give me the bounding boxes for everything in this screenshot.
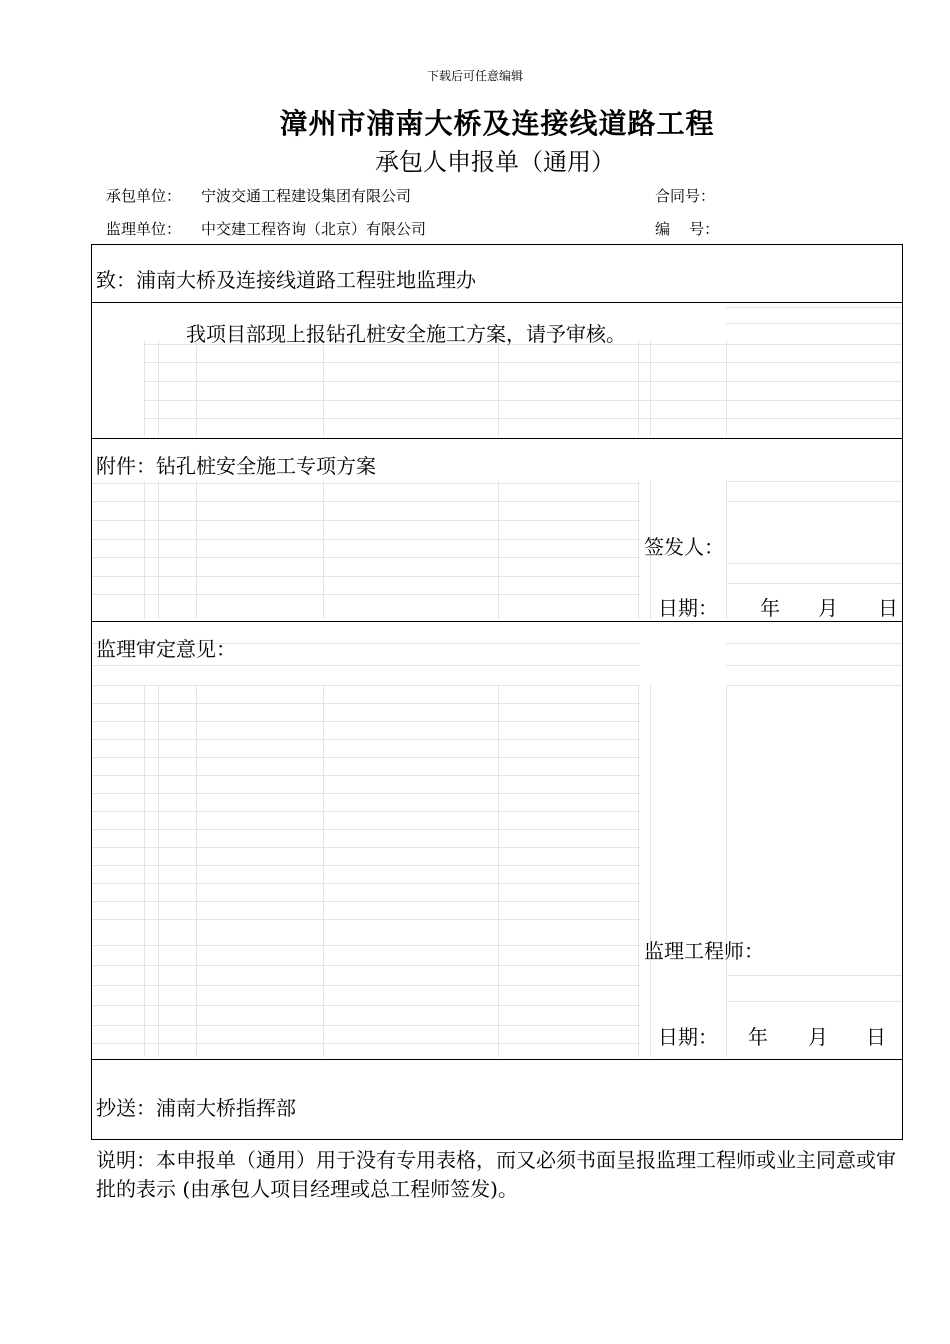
issuer-label: 签发人： xyxy=(644,535,724,559)
grid-vline xyxy=(158,341,159,436)
issuer-date-year: 年 xyxy=(760,596,780,620)
grid-hline xyxy=(726,307,902,308)
grid-vline xyxy=(323,685,324,1057)
divider-body xyxy=(92,438,902,439)
download-note: 下载后可任意编辑 xyxy=(426,69,523,83)
grid-hline xyxy=(726,481,902,482)
document-subtitle: 承包人申报单（通用） xyxy=(375,148,615,176)
grid-hline xyxy=(726,665,902,666)
grid-hline xyxy=(144,381,902,382)
grid-hline xyxy=(92,985,640,986)
grid-hline xyxy=(92,576,640,577)
grid-vline xyxy=(196,685,197,1057)
grid-hline xyxy=(92,1025,640,1026)
grid-hline xyxy=(92,739,640,740)
grid-hline xyxy=(726,323,902,324)
grid-hline xyxy=(726,563,902,564)
engineer-date-month: 月 xyxy=(808,1025,828,1049)
grid-hline xyxy=(92,594,640,595)
issuer-date-day: 日 xyxy=(878,596,898,620)
grid-hline xyxy=(92,829,640,830)
attachment-line: 附件：钻孔桩安全施工专项方案 xyxy=(96,454,376,478)
grid-hline xyxy=(92,483,640,484)
grid-hline xyxy=(92,1043,640,1044)
engineer-date-label: 日期： xyxy=(658,1025,718,1049)
grid-vline xyxy=(638,685,639,1057)
application-form xyxy=(91,244,903,1140)
grid-hline xyxy=(144,362,902,363)
to-line: 致：浦南大桥及连接线道路工程驻地监理办 xyxy=(96,268,476,292)
grid-hline xyxy=(92,757,640,758)
grid-hline xyxy=(92,721,640,722)
grid-vline xyxy=(498,685,499,1057)
grid-hline xyxy=(92,883,640,884)
document-title: 漳州市浦南大桥及连接线道路工程 xyxy=(279,107,715,140)
grid-hline xyxy=(144,400,902,401)
opinion-label: 监理审定意见： xyxy=(96,637,236,661)
grid-vline xyxy=(726,341,727,436)
grid-hline xyxy=(92,685,640,686)
contractor-label: 承包单位： xyxy=(106,187,182,205)
contractor-value: 宁波交通工程建设集团有限公司 xyxy=(201,187,412,205)
grid-hline xyxy=(92,901,640,902)
grid-hline xyxy=(92,665,640,666)
grid-vline xyxy=(498,341,499,436)
grid-hline xyxy=(92,919,640,920)
grid-hline xyxy=(92,557,640,558)
divider-opinion xyxy=(92,1059,902,1060)
grid-hline xyxy=(92,539,640,540)
grid-vline xyxy=(638,341,639,436)
engineer-label: 监理工程师： xyxy=(644,939,764,963)
grid-hline xyxy=(726,583,902,584)
contract-no-label: 合同号： xyxy=(655,187,716,205)
grid-hline xyxy=(92,703,640,704)
footnote: 说明：本申报单（通用）用于没有专用表格，而又必须书面呈报监理工程师或业主同意或审批的表示 (由承包人项目经理或总工程师签发)。 xyxy=(96,1148,896,1201)
issuer-date-month: 月 xyxy=(818,596,838,620)
divider-attachment xyxy=(92,621,902,622)
grid-hline xyxy=(144,418,902,419)
divider-to xyxy=(92,302,902,303)
grid-hline xyxy=(92,847,640,848)
grid-vline xyxy=(196,341,197,436)
grid-hline xyxy=(92,520,640,521)
grid-vline xyxy=(144,685,145,1057)
grid-vline xyxy=(650,685,651,1057)
supervisor-value: 中交建工程咨询（北京）有限公司 xyxy=(201,220,427,238)
grid-vline xyxy=(323,341,324,436)
engineer-date-year: 年 xyxy=(748,1025,768,1049)
grid-vline xyxy=(144,341,145,436)
cc-line: 抄送：浦南大桥指挥部 xyxy=(96,1096,296,1120)
grid-hline xyxy=(92,945,640,946)
grid-hline xyxy=(726,1001,902,1002)
grid-hline xyxy=(92,501,640,502)
grid-hline xyxy=(92,811,640,812)
grid-hline xyxy=(92,865,640,866)
grid-hline xyxy=(92,775,640,776)
engineer-date-day: 日 xyxy=(866,1025,886,1049)
grid-hline xyxy=(726,501,902,502)
issuer-date-label: 日期： xyxy=(658,596,718,620)
grid-hline xyxy=(726,685,902,686)
grid-hline xyxy=(92,793,640,794)
body-text: 我项目部现上报钻孔桩安全施工方案，请予审核。 xyxy=(186,322,626,346)
supervisor-label: 监理单位： xyxy=(106,220,182,238)
grid-vline xyxy=(158,685,159,1057)
grid-hline xyxy=(726,975,902,976)
grid-hline xyxy=(726,643,902,644)
serial-no-label: 编 号： xyxy=(655,220,720,238)
grid-vline xyxy=(650,341,651,436)
grid-hline xyxy=(92,965,640,966)
grid-hline xyxy=(92,1005,640,1006)
